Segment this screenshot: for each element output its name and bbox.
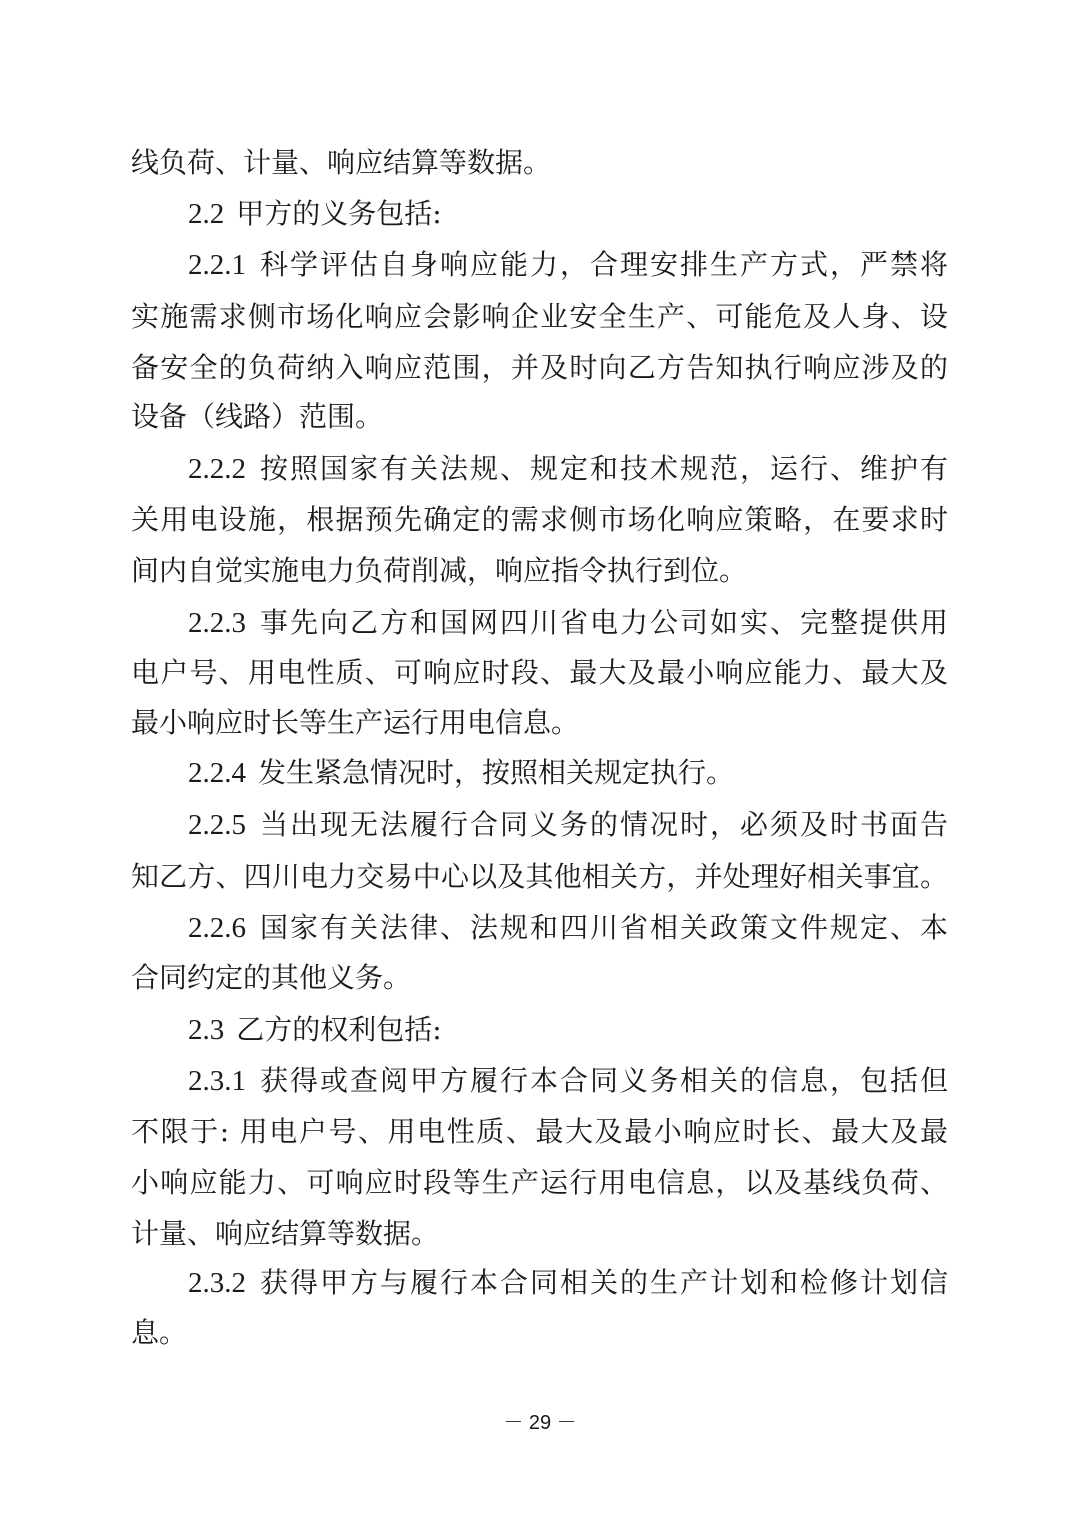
page-number: － 29 － bbox=[503, 1412, 577, 1434]
text-line: 发生紧急情况时，按照相关规定执行。 bbox=[258, 756, 735, 789]
paragraph-continuation bbox=[131, 143, 948, 183]
text-line: 国家有关法律、法规和四川省相关政策文件规定、本 bbox=[258, 911, 948, 944]
text-line: 获得甲方与履行本合同相关的生产计划和检修计划信 bbox=[258, 1266, 948, 1299]
section-heading-2-3 bbox=[188, 1010, 948, 1050]
clause-2-2-5-line-1 bbox=[188, 805, 948, 845]
clause-2-2-2-line-1 bbox=[188, 449, 948, 489]
clause-2-2-1-line-3: 备安全的负荷纳入响应范围，并及时向乙方告知执行响应涉及的 bbox=[131, 351, 948, 384]
clause-2-3-2-line-2: 息。 bbox=[131, 1316, 188, 1349]
section-title: 乙方的权利包括: bbox=[236, 1013, 442, 1046]
clause-number: 2.2.6 bbox=[188, 912, 246, 944]
clause-2-2-4 bbox=[188, 753, 948, 793]
section-title: 甲方的义务包括: bbox=[236, 197, 442, 230]
clause-number: 2.3.1 bbox=[188, 1065, 246, 1097]
text-line: 科学评估自身响应能力，合理安排生产方式，严禁将 bbox=[258, 248, 948, 281]
clause-2-2-3-line-2: 电户号、用电性质、可响应时段、最大及最小响应能力、最大及 bbox=[131, 656, 948, 689]
clause-2-2-1-line-1 bbox=[188, 245, 948, 285]
section-number: 2.2 bbox=[188, 198, 225, 230]
clause-2-2-2-line-3: 间内自觉实施电力负荷削减，响应指令执行到位。 bbox=[131, 554, 748, 587]
clause-number: 2.2.2 bbox=[188, 453, 246, 485]
clause-number: 2.2.3 bbox=[188, 607, 246, 639]
clause-2-2-6-line-1 bbox=[188, 908, 948, 948]
clause-2-3-2-line-1 bbox=[188, 1263, 948, 1303]
clause-2-2-3-line-3: 最小响应时长等生产运行用电信息。 bbox=[131, 706, 580, 739]
clause-number: 2.2.1 bbox=[188, 249, 246, 281]
clause-2-2-6-line-2: 合同约定的其他义务。 bbox=[131, 961, 412, 994]
clause-2-2-1-line-4: 设备（线路）范围。 bbox=[131, 400, 384, 433]
text-line: 事先向乙方和国网四川省电力公司如实、完整提供用 bbox=[258, 606, 948, 639]
clause-number: 2.3.2 bbox=[188, 1267, 246, 1299]
text-line: 线负荷、计量、响应结算等数据。 bbox=[131, 146, 552, 179]
clause-2-3-1-line-1 bbox=[188, 1061, 948, 1101]
clause-2-2-2-line-2: 关用电设施，根据预先确定的需求侧市场化响应策略，在要求时 bbox=[131, 503, 948, 536]
clause-2-3-1-line-4: 计量、响应结算等数据。 bbox=[131, 1217, 440, 1250]
section-heading-2-2 bbox=[188, 194, 948, 234]
clause-2-2-1-line-2: 实施需求侧市场化响应会影响企业安全生产、可能危及人身、设 bbox=[131, 300, 948, 333]
clause-2-3-1-line-3: 小响应能力、可响应时段等生产运行用电信息，以及基线负荷、 bbox=[131, 1166, 948, 1199]
text-line: 获得或查阅甲方履行本合同义务相关的信息，包括但 bbox=[258, 1064, 948, 1097]
clause-2-3-1-line-2: 不限于: 用电户号、用电性质、最大及最小响应时长、最大及最 bbox=[131, 1115, 948, 1148]
section-number: 2.3 bbox=[188, 1014, 225, 1046]
text-line: 当出现无法履行合同义务的情况时，必须及时书面告 bbox=[258, 808, 948, 841]
clause-2-2-5-line-2: 知乙方、四川电力交易中心以及其他相关方，并处理好相关事宜。 bbox=[131, 860, 948, 893]
text-line: 按照国家有关法规、规定和技术规范，运行、维护有 bbox=[258, 452, 948, 485]
clause-number: 2.2.5 bbox=[188, 809, 246, 841]
clause-number: 2.2.4 bbox=[188, 757, 246, 789]
clause-2-2-3-line-1 bbox=[188, 603, 948, 643]
